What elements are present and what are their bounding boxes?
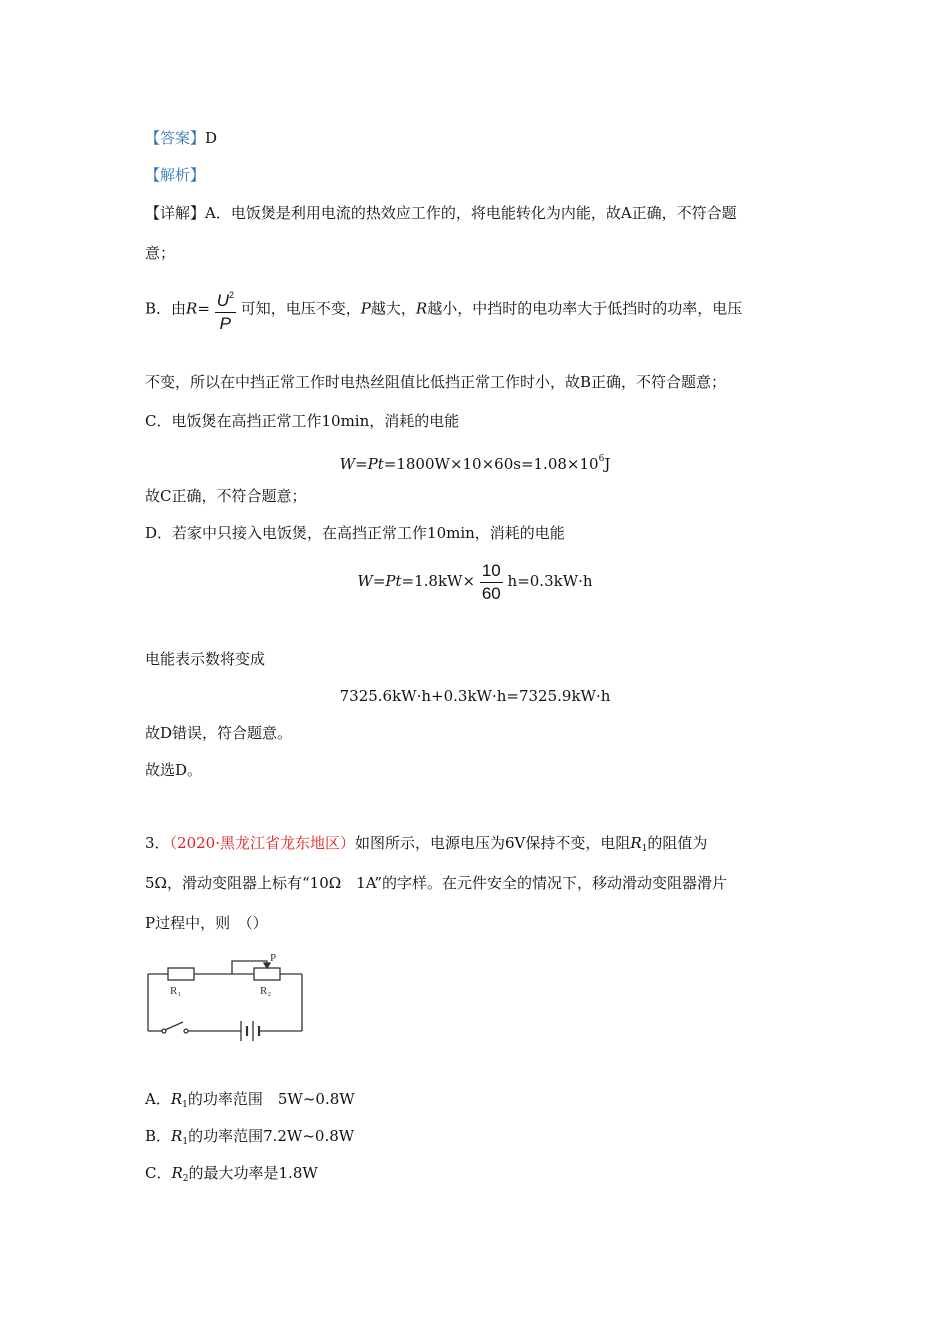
- q3-line3: P过程中，则 （）: [145, 914, 268, 932]
- b-eq: =: [197, 299, 210, 318]
- detail-a-line2: 意；: [145, 244, 176, 262]
- label-r2: R₂: [260, 985, 272, 997]
- b-var-p: P: [360, 299, 371, 318]
- detail-c-line1: C．电饭煲在高挡正常工作10min，消耗的电能: [145, 412, 460, 430]
- label-r1: R₁: [170, 985, 182, 997]
- q3-line2: 5Ω，滑动变阻器上标有“10Ω 1A”的字样。在元件安全的情况下，移动滑动变阻器滑片: [145, 874, 728, 892]
- option-c[interactable]: C．$R_2$的最大功率是1.8W: [145, 1164, 318, 1184]
- detail-a-line1: [145, 203, 737, 223]
- answer-label: 【答案】: [145, 129, 206, 147]
- b-var-r2: R: [415, 299, 428, 318]
- d-frac-den: 60: [481, 583, 501, 603]
- detail-d-formula: W=Pt=1.8kW× $\frac{10}{60}$ h=0.3kW·h: [357, 560, 593, 603]
- detail-d-line3: 故D错误，符合题意。: [145, 724, 293, 742]
- detail-d-line2: 电能表示数将变成: [145, 650, 266, 668]
- q3-line1: 3．（2020·黑龙江省龙东地区）如图所示，电源电压为6V保持不变，电阻$R_1$的阻值为: [145, 834, 708, 854]
- q3-number: 3．: [145, 834, 170, 852]
- detail-a-text: A．电饭煲是利用电流的热效应工作的，将电能转化为内能，故A正确，不符合题: [205, 204, 737, 222]
- b-mid1: 可知，电压不变，: [240, 299, 361, 318]
- detail-d-line1: D．若家中只接入电饭煲，在高挡正常工作10min，消耗的电能: [145, 524, 565, 542]
- b-prefix: B．由: [145, 299, 187, 318]
- b-frac-num: $U^2$: [215, 284, 236, 313]
- option-b[interactable]: B．$R_1$的功率范围7.2W~0.8W: [145, 1127, 355, 1147]
- detail-b-line2: 不变，所以在中挡正常工作时电热丝阻值比低挡正常工作时小，故B正确，不符合题意；: [145, 373, 727, 391]
- switch-contact: [184, 1029, 188, 1033]
- analysis-label: 【解析】: [145, 166, 206, 184]
- detail-b-line1: [145, 284, 742, 335]
- label-p: P: [270, 952, 277, 964]
- option-a[interactable]: A．$R_1$的功率范围 5W~0.8W: [145, 1090, 355, 1110]
- q3-source: （2020·黑龙江省龙东地区）: [169, 834, 355, 852]
- answer-value: D: [205, 129, 218, 147]
- b-rest: 越小，中挡时的电功率大于低挡时的功率，电压: [427, 299, 743, 318]
- resistor-r2: [254, 968, 280, 980]
- d-fraction: [480, 560, 503, 605]
- detail-d-sum: 7325.6kW·h+0.3kW·h=7325.9kW·h: [339, 687, 611, 705]
- b-fraction: [215, 284, 236, 335]
- d-frac-num: 10: [480, 560, 503, 583]
- final-choice: 故选D。: [145, 761, 203, 779]
- circuit-diagram: [140, 948, 310, 1043]
- switch-lever: [165, 1022, 183, 1030]
- b-var-r: R: [186, 299, 198, 318]
- answer-line: [145, 128, 217, 148]
- resistor-r1: [168, 968, 194, 980]
- detail-c-line2: 故C正确，不符合题意；: [145, 487, 307, 505]
- detail-c-formula: $W=Pt=1800W\times 10\times 60s=1.08\times 10^6J$: [339, 454, 611, 473]
- detail-label: 【详解】: [145, 204, 206, 222]
- b-mid2: 越大，: [370, 299, 416, 318]
- b-frac-den: P: [219, 314, 231, 333]
